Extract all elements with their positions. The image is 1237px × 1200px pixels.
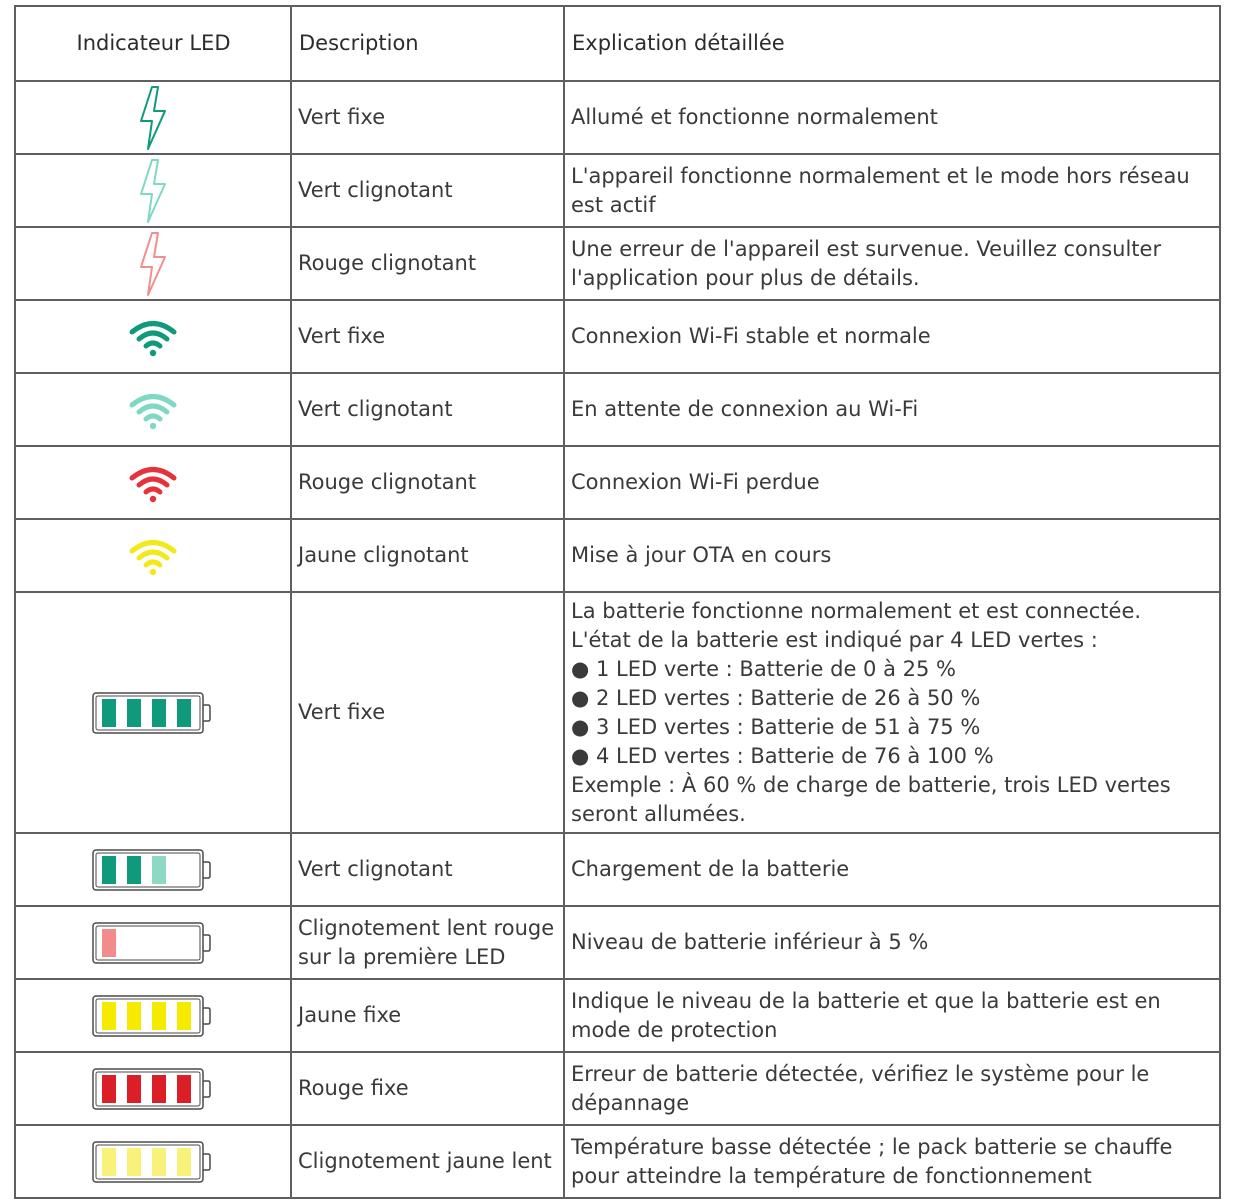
battery-icon xyxy=(91,847,215,893)
header-detailed-explanation: Explication détaillée xyxy=(564,6,1220,81)
led-indicator-cell xyxy=(15,81,291,154)
header-row xyxy=(15,6,1220,81)
led-indicator-cell xyxy=(15,519,291,592)
explanation-cell: Indique le niveau de la batterie et que la batterie est en mode de protection xyxy=(564,979,1220,1052)
bolt-icon xyxy=(138,85,168,151)
battery-led-segment xyxy=(127,1002,141,1030)
description-cell: Jaune fixe xyxy=(291,979,564,1052)
battery-led-segment xyxy=(152,1075,166,1103)
explanation-cell: La batterie fonctionne normalement et est connectée. L'état de la batterie est indiqué par 4 LED vertes : ● 1 LED verte : Batterie de 0 à 25 % ● 2 LED vertes : Batterie de 26 à 50 % ● 3 LED vertes : Batterie de 51 à 75 % ● 4 LED vertes : Batterie de 76 à 100 % Exemple : À 60 % de charge de batterie, trois LED vertes seront allumées. xyxy=(564,592,1220,833)
wifi-icon xyxy=(128,534,178,578)
description-cell: Rouge fixe xyxy=(291,1052,564,1125)
description-cell: Clignotement jaune lent xyxy=(291,1125,564,1198)
table-row xyxy=(15,1052,1220,1125)
table-row xyxy=(15,154,1220,227)
battery-led-segment xyxy=(127,856,141,884)
battery-led-segment xyxy=(102,929,116,957)
led-indicator-cell xyxy=(15,227,291,300)
explanation-cell: Erreur de batterie détectée, vérifiez le système pour le dépannage xyxy=(564,1052,1220,1125)
description-cell: Vert fixe xyxy=(291,592,564,833)
led-indicator-cell xyxy=(15,906,291,979)
battery-icon xyxy=(91,920,215,966)
wifi-icon xyxy=(128,461,178,505)
battery-led-segment xyxy=(127,699,141,727)
battery-led-segment xyxy=(127,1148,141,1176)
battery-led-segment xyxy=(177,699,191,727)
description-cell: Vert clignotant xyxy=(291,154,564,227)
led-indicator-cell xyxy=(15,979,291,1052)
table-row xyxy=(15,227,1220,300)
wifi-icon xyxy=(128,388,178,432)
battery-icon xyxy=(91,1066,215,1112)
led-indicator-cell xyxy=(15,1125,291,1198)
explanation-cell: Connexion Wi-Fi stable et normale xyxy=(564,300,1220,373)
battery-led-segment xyxy=(152,699,166,727)
explanation-cell: Allumé et fonctionne normalement xyxy=(564,81,1220,154)
battery-led-segment xyxy=(102,699,116,727)
table-row xyxy=(15,979,1220,1052)
explanation-cell: Mise à jour OTA en cours xyxy=(564,519,1220,592)
battery-led-segment xyxy=(152,856,166,884)
bolt-icon xyxy=(138,158,168,224)
led-indicator-cell xyxy=(15,300,291,373)
table-row xyxy=(15,906,1220,979)
battery-led-segment xyxy=(102,1002,116,1030)
battery-led-segment xyxy=(177,1075,191,1103)
battery-led-segment xyxy=(102,856,116,884)
explanation-cell: Niveau de batterie inférieur à 5 % xyxy=(564,906,1220,979)
table-row xyxy=(15,519,1220,592)
description-cell: Rouge clignotant xyxy=(291,227,564,300)
led-indicator-cell xyxy=(15,833,291,906)
wifi-icon xyxy=(128,315,178,359)
description-cell: Jaune clignotant xyxy=(291,519,564,592)
battery-led-segment xyxy=(152,1002,166,1030)
led-indicator-table xyxy=(14,5,1221,1199)
description-cell: Vert clignotant xyxy=(291,373,564,446)
header-led-indicator: Indicateur LED xyxy=(15,6,291,81)
battery-led-segment xyxy=(177,1148,191,1176)
explanation-cell: En attente de connexion au Wi-Fi xyxy=(564,373,1220,446)
explanation-cell: Chargement de la batterie xyxy=(564,833,1220,906)
table-row xyxy=(15,81,1220,154)
battery-led-segment xyxy=(102,1075,116,1103)
battery-led-segment xyxy=(177,1002,191,1030)
battery-led-segment xyxy=(102,1148,116,1176)
explanation-cell: Une erreur de l'appareil est survenue. Veuillez consulter l'application pour plus de détails. xyxy=(564,227,1220,300)
battery-icon xyxy=(91,690,215,736)
led-indicator-cell xyxy=(15,1052,291,1125)
bolt-icon xyxy=(138,231,168,297)
battery-icon xyxy=(91,1139,215,1185)
led-indicator-cell xyxy=(15,446,291,519)
description-cell: Rouge clignotant xyxy=(291,446,564,519)
table-row xyxy=(15,833,1220,906)
led-indicator-cell xyxy=(15,592,291,833)
battery-led-segment xyxy=(152,1148,166,1176)
battery-icon xyxy=(91,993,215,1039)
description-cell: Vert clignotant xyxy=(291,833,564,906)
explanation-cell: Connexion Wi-Fi perdue xyxy=(564,446,1220,519)
table-row xyxy=(15,446,1220,519)
description-cell: Clignotement lent rouge sur la première LED xyxy=(291,906,564,979)
led-indicator-cell xyxy=(15,154,291,227)
description-cell: Vert fixe xyxy=(291,81,564,154)
table-row xyxy=(15,1125,1220,1198)
description-cell: Vert fixe xyxy=(291,300,564,373)
explanation-cell: Température basse détectée ; le pack batterie se chauffe pour atteindre la température de fonctionnement xyxy=(564,1125,1220,1198)
table-row xyxy=(15,300,1220,373)
table-row xyxy=(15,592,1220,833)
explanation-cell: L'appareil fonctionne normalement et le mode hors réseau est actif xyxy=(564,154,1220,227)
led-indicator-cell xyxy=(15,373,291,446)
table-row xyxy=(15,373,1220,446)
header-description: Description xyxy=(291,6,564,81)
battery-led-segment xyxy=(127,1075,141,1103)
